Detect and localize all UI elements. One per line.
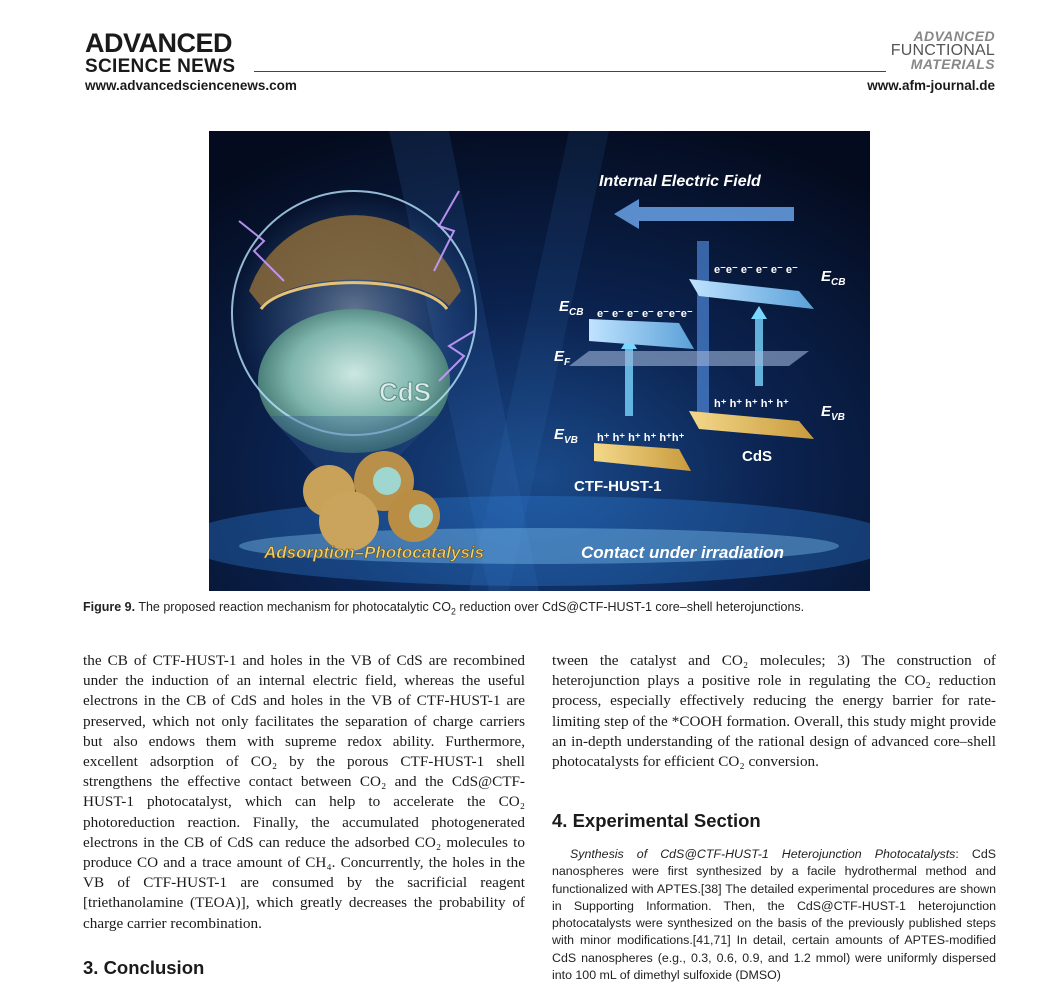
- logo-line-advanced: ADVANCED: [85, 28, 233, 58]
- logo-line-functional: FUNCTIONAL: [890, 42, 995, 60]
- conclusion-heading: 3. Conclusion: [83, 957, 205, 978]
- experimental-subtitle: Synthesis of CdS@CTF-HUST-1 Heterojunction Photocatalysts: [570, 847, 956, 861]
- svg-text:EVB: $E_{VB}$: [554, 426, 578, 446]
- header-divider: [254, 71, 886, 72]
- experimental-heading: 4. Experimental Section: [552, 810, 761, 831]
- logo-line-science-news: SCIENCE NEWS: [85, 56, 236, 77]
- internal-field-label: Internal Electric Field: [599, 173, 761, 190]
- electrons-left: e⁻ e⁻ e⁻ e⁻ e⁻e⁻e⁻: [597, 308, 693, 320]
- contact-label: Contact under irradiation: [581, 543, 785, 562]
- right-paragraph: tween the catalyst and CO₂ molecules; 3) The construction of heterojunction plays a positive role in regulating the CO₂ reduction process, especially effectively reducing the energy barrier for rate-limiting step of the *COOH formation. Overall, this study might provide an in-depth understanding of the rational design of advanced core–shell photocatalysts for efficient CO₂ conversion.: [552, 652, 996, 771]
- figure-9-image: [209, 131, 870, 591]
- adsorption-label: Adsorption–Photocatalysis: [264, 543, 485, 562]
- svg-text:EF: $E_F$: [554, 348, 571, 368]
- right-column: [552, 651, 996, 772]
- cds-band-label: CdS: [742, 448, 772, 465]
- left-url-link[interactable]: www.advancedsciencenews.com: [85, 78, 297, 93]
- holes-left: h⁺ h⁺ h⁺ h⁺ h⁺h⁺: [597, 432, 685, 444]
- svg-text:EVB: $E_{VB}$: [821, 403, 845, 423]
- holes-right: h⁺ h⁺ h⁺ h⁺ h⁺: [714, 398, 789, 410]
- left-column: [83, 651, 525, 934]
- caption-sub: 2: [451, 606, 456, 617]
- caption-label: Figure 9.: [83, 600, 136, 614]
- figure-caption: [83, 600, 805, 617]
- electrons-right: e⁻e⁻ e⁻ e⁻ e⁻ e⁻: [714, 264, 798, 276]
- logo-line-materials: MATERIALS: [910, 56, 995, 73]
- experimental-body: : CdS nanospheres were first synthesized by a facile hydrothermal method and functionalized with APTES.[38] The detailed experimental procedures are shown in Supporting Information. Then, the CdS@CTF-HUST-1 heterojunction photocatalysts were synthesized on the basis of the previously published steps with minor modifications.[41,71] In detail, certain amounts of APTES-modified CdS nanospheres (e.g., 0.3, 0.6, 0.9, and 1.2 mmol) were uniformly dispersed into 100 mL of dimethyl sulfoxide (DMSO): [552, 847, 996, 983]
- caption-text-a: The proposed reaction mechanism for photocatalytic CO: [138, 600, 451, 614]
- left-paragraph: the CB of CTF-HUST-1 and holes in the VB of CdS are recombined under the induction of an internal electric field, whereas the useful electrons in the CB of CdS and holes in the VB of CTF-HUST-1 are preserved, which not only facilitates the separation of charge carriers but also endows them with supreme redox ability. Furthermore, excellent adsorption of CO₂ by the porous CTF-HUST-1 shell strengthens the effective contact between CO₂ and the CdS@CTF-HUST-1 photocatalyst, which can help to accelerate the CO₂ photoreduction reaction. Finally, the accumulated photogenerated electrons in the CB of CdS can reduce the adsorbed CO₂ molecules to produce CO and a trace amount of CH₄. Concurrently, the holes in the VB of CTF-HUST-1 are consumed by the sacrificial reagent [triethanolamine (TEOA)], which greatly decreases the probability of charge carrier recombination.: [83, 652, 525, 932]
- experimental-text: [552, 846, 996, 984]
- svg-text:ECB: $E_{CB}$: [821, 268, 846, 288]
- journal-logo-right[interactable]: [891, 30, 995, 72]
- right-url-link[interactable]: www.afm-journal.de: [867, 78, 995, 93]
- journal-logo-left[interactable]: [85, 30, 235, 76]
- cds-core-label: CdS: [379, 377, 431, 407]
- caption-text-b: reduction over CdS@CTF-HUST-1 core–shell heterojunctions.: [455, 600, 805, 614]
- ctf-band-label: CTF-HUST-1: [574, 478, 662, 495]
- svg-text:ECB: $E_{CB}$: [559, 298, 584, 318]
- logo-line-advanced-right: ADVANCED: [913, 28, 995, 44]
